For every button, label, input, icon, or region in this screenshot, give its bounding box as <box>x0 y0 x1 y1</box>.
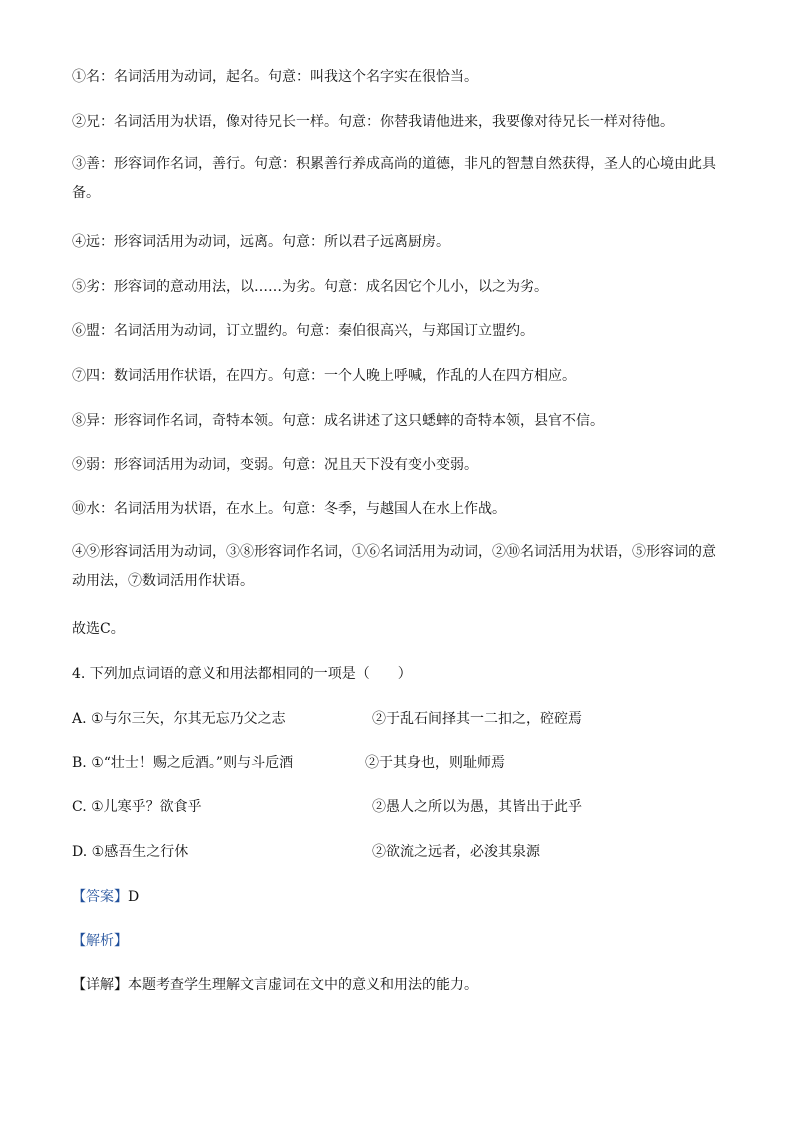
answer-value: D <box>128 889 140 905</box>
conclusion: 故选C。 <box>72 621 125 637</box>
explanation-1: ①名：名词活用为动词，起名。句意：叫我这个名字实在很恰当。 <box>72 69 478 85</box>
option-c-second: ②愚人之所以为愚，其皆出于此乎 <box>372 799 582 815</box>
answer-label: 【答案】 <box>72 889 128 905</box>
option-b <box>72 754 293 772</box>
option-c <box>72 798 202 816</box>
analysis-line <box>72 932 128 950</box>
explanation-7: ⑦四：数词活用作状语，在四方。句意：一个人晚上呼喊，作乱的人在四方相应。 <box>72 368 576 384</box>
option-letter: B. <box>72 755 87 771</box>
detail-line <box>72 976 478 994</box>
explanation-5: ⑤劣：形容词的意动用法，以……为劣。句意：成名因它个儿小，以之为劣。 <box>72 279 548 295</box>
explanation-8: ⑧异：形容词作名词，奇特本领。句意：成名讲述了这只蟋蟀的奇特本领，县官不信。 <box>72 413 604 429</box>
explanation-summary: ④⑨形容词活用为动词，③⑧形容词作名词，①⑥名词活用为动词，②⑩名词活用为状语，⑤形容词的意动用法，⑦数词活用作状语。 <box>72 544 716 589</box>
option-letter: D. <box>72 844 88 860</box>
question-stem: 4. 下列加点词语的意义和用法都相同的一项是（ ） <box>72 666 412 682</box>
detail-label: 【详解】 <box>72 977 128 993</box>
explanation-4: ④远：形容词活用为动词，远离。句意：所以君子远离厨房。 <box>72 234 450 250</box>
option-a <box>72 710 286 728</box>
explanation-9: ⑨弱：形容词活用为动词，变弱。句意：况且天下没有变小变弱。 <box>72 457 478 473</box>
option-first: ①感吾生之行休 <box>91 844 189 860</box>
option-b-second: ②于其身也，则耻师焉 <box>365 755 505 771</box>
detail-text: 本题考查学生理解文言虚词在文中的意义和用法的能力。 <box>128 977 478 993</box>
answer-line <box>72 888 139 906</box>
option-first: ①与尔三矢，尔其无忘乃父之志 <box>91 711 286 727</box>
explanation-10: ⑩水：名词活用为状语，在水上。句意：冬季，与越国人在水上作战。 <box>72 501 506 517</box>
explanation-3: ③善：形容词作名词，善行。句意：积累善行养成高尚的道德，非凡的智慧自然获得，圣人的心境由此具备。 <box>72 156 716 201</box>
explanation-6: ⑥盟：名词活用为动词，订立盟约。句意：秦伯很高兴，与郑国订立盟约。 <box>72 323 534 339</box>
analysis-label: 【解析】 <box>72 933 128 949</box>
option-first: ①“壮士！赐之卮酒。”则与斗卮酒 <box>91 755 294 771</box>
option-a-second: ②于乱石间择其一二扣之，硿硿焉 <box>372 711 582 727</box>
option-d-second: ②欲流之远者，必浚其泉源 <box>372 844 540 860</box>
option-letter: A. <box>72 711 87 727</box>
explanation-2: ②兄：名词活用为状语，像对待兄长一样。句意：你替我请他进来，我要像对待兄长一样对待他。 <box>72 114 674 130</box>
option-first: ①儿寒乎？欲食乎 <box>91 799 202 815</box>
option-letter: C. <box>72 799 87 815</box>
option-d <box>72 843 188 861</box>
